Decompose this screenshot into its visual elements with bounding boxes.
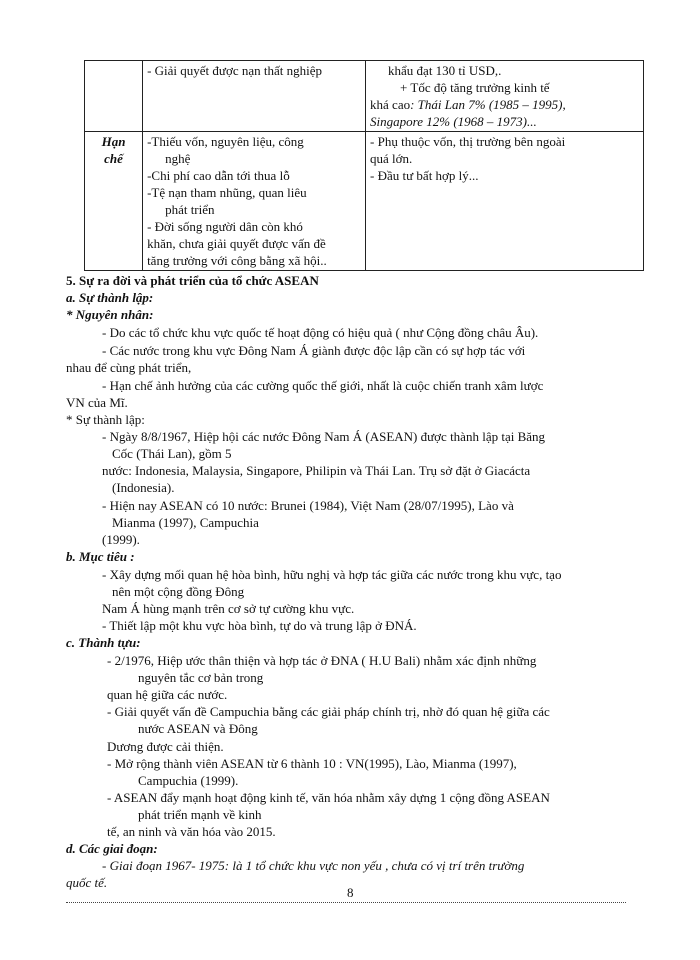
paragraph-line: - Ngày 8/8/1967, Hiệp hội các nước Đông Nam Á (ASEAN) được thành lập tại Băng	[102, 429, 546, 444]
table-cell-empty	[85, 61, 143, 132]
paragraph-line: Nam Á hùng mạnh trên cơ sở tự cường khu vực.	[102, 601, 355, 616]
paragraph-line: (1999).	[102, 532, 140, 547]
heading-b: b. Mục tiêu :	[66, 549, 135, 564]
paragraph-line: - Hạn chế ảnh hưởng của các cường quốc thế giới, nhất là cuộc chiến tranh xâm lược	[102, 378, 544, 393]
table-row	[85, 61, 644, 132]
paragraph-line: Campuchia (1999).	[138, 773, 239, 788]
cell-text: - Đầu tư bất hợp lý...	[370, 168, 479, 183]
table-cell	[143, 132, 366, 271]
cell-text: khăn, chưa giải quyết được vấn đề	[147, 236, 326, 251]
paragraph-line: nên một cộng đồng Đông	[112, 584, 245, 599]
paragraph-line: VN của Mĩ.	[66, 395, 128, 410]
section-title: 5. Sự ra đời và phát triển của tổ chức ASEAN	[66, 273, 319, 288]
paragraph-line: quốc tế.	[66, 875, 108, 890]
paragraph-line: - Hiện nay ASEAN có 10 nước: Brunei (1984), Việt Nam (28/07/1995), Lào và	[102, 498, 514, 513]
table-row	[85, 132, 644, 271]
cell-text: Singapore 12% (1968 – 1973)...	[370, 114, 537, 129]
paragraph-line: nguyên tắc cơ bản trong	[138, 670, 264, 685]
paragraph-line: - 2/1976, Hiệp ước thân thiện và hợp tác ở ĐNA ( H.U Bali) nhằm xác định những	[107, 653, 537, 668]
table-cell	[143, 61, 366, 132]
cell-text: quá lớn.	[370, 151, 413, 166]
paragraph-line: - ASEAN đẩy mạnh hoạt động kinh tế, văn hóa nhằm xây dựng 1 cộng đồng ASEAN	[107, 790, 550, 805]
paragraph-line: - Giai đoạn 1967- 1975: là 1 tổ chức khu vực non yếu , chưa có vị trí trên trường	[102, 858, 525, 873]
paragraph-line: - Các nước trong khu vực Đông Nam Á giành được độc lập cần có sự hợp tác với	[102, 343, 526, 358]
cell-text: khẩu đạt 130 tỉ USD,.	[388, 63, 502, 78]
paragraph-line: phát triển mạnh về kinh	[138, 807, 262, 822]
cell-text: -Tệ nạn tham nhũng, quan liêu	[147, 185, 307, 200]
cell-text: - Đời sống người dân còn khó	[147, 219, 303, 234]
paragraph-line: - Mở rộng thành viên ASEAN từ 6 thành 10 : VN(1995), Lào, Mianma (1997),	[107, 756, 517, 771]
paragraph-line: - Do các tổ chức khu vực quốc tế hoạt động có hiệu quả ( như Cộng đồng châu Âu).	[102, 325, 539, 340]
paragraph-line: Mianma (1997), Campuchia	[112, 515, 259, 530]
paragraph-line: - Xây dựng mối quan hệ hòa bình, hữu nghị và hợp tác giữa các nước trong khu vực, tạo	[102, 567, 562, 582]
paragraph-line: nước: Indonesia, Malaysia, Singapore, Philipin và Thái Lan. Trụ sở đặt ở Giacácta	[102, 463, 531, 478]
cell-text: -Thiếu vốn, nguyên liệu, công	[147, 134, 304, 149]
heading-a: a. Sự thành lập:	[66, 290, 154, 305]
table-cell	[366, 61, 644, 132]
heading-c: c. Thành tựu:	[66, 635, 141, 650]
cell-text: phát triển	[165, 202, 215, 217]
paragraph-line: - Thiết lập một khu vực hòa bình, tự do và trung lập ở ĐNÁ.	[102, 618, 417, 633]
page-number: 8	[344, 885, 357, 901]
paragraph-line: nhau để cùng phát triển,	[66, 360, 192, 375]
paragraph-line: quan hệ giữa các nước.	[107, 687, 228, 702]
cell-text: + Tốc độ tăng trưởng kinh tế	[400, 80, 550, 95]
cell-text: -Chi phí cao dẫn tới thua lỗ	[147, 168, 290, 183]
cell-text: - Phụ thuộc vốn, thị trường bên ngoài	[370, 134, 566, 149]
paragraph-line: - Giải quyết vấn đề Campuchia bằng các giải pháp chính trị, nhờ đó quan hệ giữa các	[107, 704, 550, 719]
heading-d: d. Các giai đoạn:	[66, 841, 158, 856]
paragraph-line: tế, an ninh và văn hóa vào 2015.	[107, 824, 276, 839]
comparison-table	[84, 60, 644, 271]
cell-text: khá cao: Thái Lan 7% (1985 – 1995),	[370, 97, 566, 112]
row-label: Hạn chế	[85, 132, 143, 271]
paragraph-line: (Indonesia).	[112, 480, 175, 495]
heading-su-thanh-lap: * Sự thành lập:	[66, 412, 145, 427]
paragraph-line: Cốc (Thái Lan), gồm 5	[112, 446, 232, 461]
cell-text: - Giải quyết được nạn thất nghiệp	[147, 63, 322, 78]
cell-text: nghệ	[165, 151, 191, 166]
paragraph-line: nước ASEAN và Đông	[138, 721, 258, 736]
table-cell	[366, 132, 644, 271]
cell-text: tăng trưởng với công bằng xã hội..	[147, 253, 327, 268]
heading-nguyen-nhan: * Nguyên nhân:	[66, 307, 154, 322]
paragraph-line: Dương được cải thiện.	[107, 739, 224, 754]
